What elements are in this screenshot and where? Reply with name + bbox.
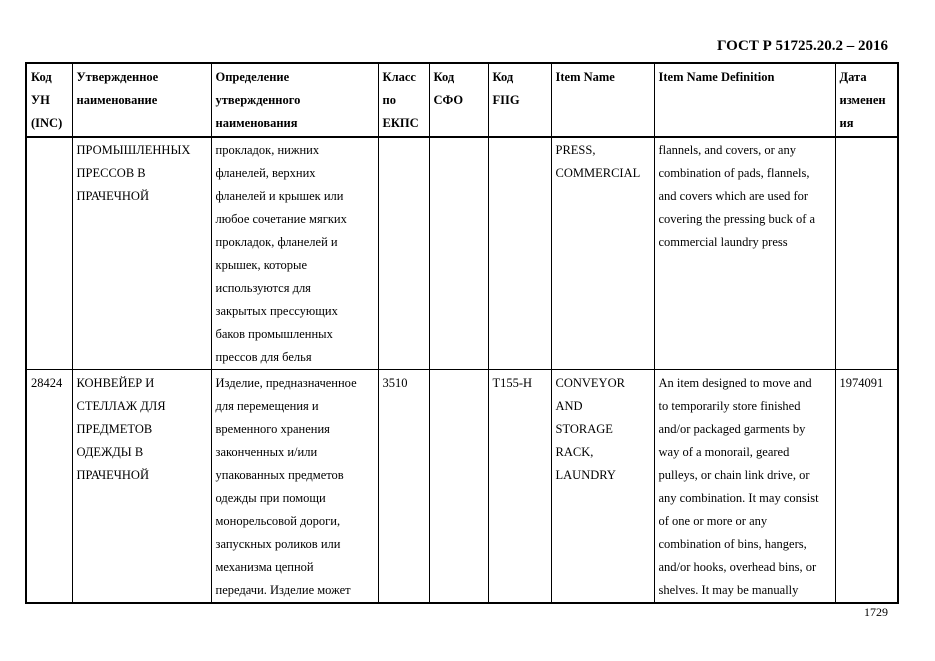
col-header-sfo-code: Код СФО (429, 63, 488, 137)
table-header-row (26, 63, 898, 137)
table-row (26, 370, 898, 604)
col-header-approved-name: Утвержденное наименование (72, 63, 211, 137)
cell-inc: 28424 (26, 370, 72, 604)
cell-ekps-class (378, 137, 429, 370)
col-header-ekps-class: Класс по ЕКПС (378, 63, 429, 137)
cell-item-name: PRESS, COMMERCIAL (551, 137, 654, 370)
cell-sfo-code (429, 137, 488, 370)
cell-fiig-code (488, 137, 551, 370)
cell-change-date: 1974091 (835, 370, 898, 604)
cell-definition: Изделие, предназначенное для перемещения и временного хранения законченных и/или упакованных предметов одежды при помощи монорельсовой дороги, запускных роликов или механизма цепной передачи. Изделие может (211, 370, 378, 604)
cell-definition: прокладок, нижних фланелей, верхних фланелей и крышек или любое сочетание мягких прокладок, фланелей и крышек, которые используются для закрытых прессующих баков промышленных прессов для белья (211, 137, 378, 370)
cell-item-name: CONVEYOR AND STORAGE RACK, LAUNDRY (551, 370, 654, 604)
cell-inc (26, 137, 72, 370)
col-header-change-date: Дата изменен ия (835, 63, 898, 137)
inc-table (25, 62, 899, 604)
cell-item-definition: An item designed to move and to temporarily store finished and/or packaged garments by way of a monorail, geared pulleys, or chain link drive, or any combination. It may consist of one or more or any combination of bins, hangers, and/or hooks, overhead bins, or shelves. It may be manually (654, 370, 835, 604)
col-header-inc: Код УН (INC) (26, 63, 72, 137)
cell-change-date (835, 137, 898, 370)
table-row (26, 137, 898, 370)
col-header-item-definition: Item Name Definition (654, 63, 835, 137)
cell-approved-name: КОНВЕЙЕР И СТЕЛЛАЖ ДЛЯ ПРЕДМЕТОВ ОДЕЖДЫ В ПРАЧЕЧНОЙ (72, 370, 211, 604)
cell-item-definition: flannels, and covers, or any combination of pads, flannels, and covers which are used for covering the pressing buck of a commercial laundry press (654, 137, 835, 370)
col-header-item-name: Item Name (551, 63, 654, 137)
cell-ekps-class: 3510 (378, 370, 429, 604)
cell-fiig-code: T155-H (488, 370, 551, 604)
col-header-fiig-code: Код FIIG (488, 63, 551, 137)
document-code: ГОСТ Р 51725.20.2 – 2016 (716, 38, 888, 54)
page-number: 1729 (864, 605, 888, 619)
cell-approved-name: ПРОМЫШЛЕННЫХ ПРЕССОВ В ПРАЧЕЧНОЙ (72, 137, 211, 370)
col-header-definition: Определение утвержденного наименования (211, 63, 378, 137)
cell-sfo-code (429, 370, 488, 604)
